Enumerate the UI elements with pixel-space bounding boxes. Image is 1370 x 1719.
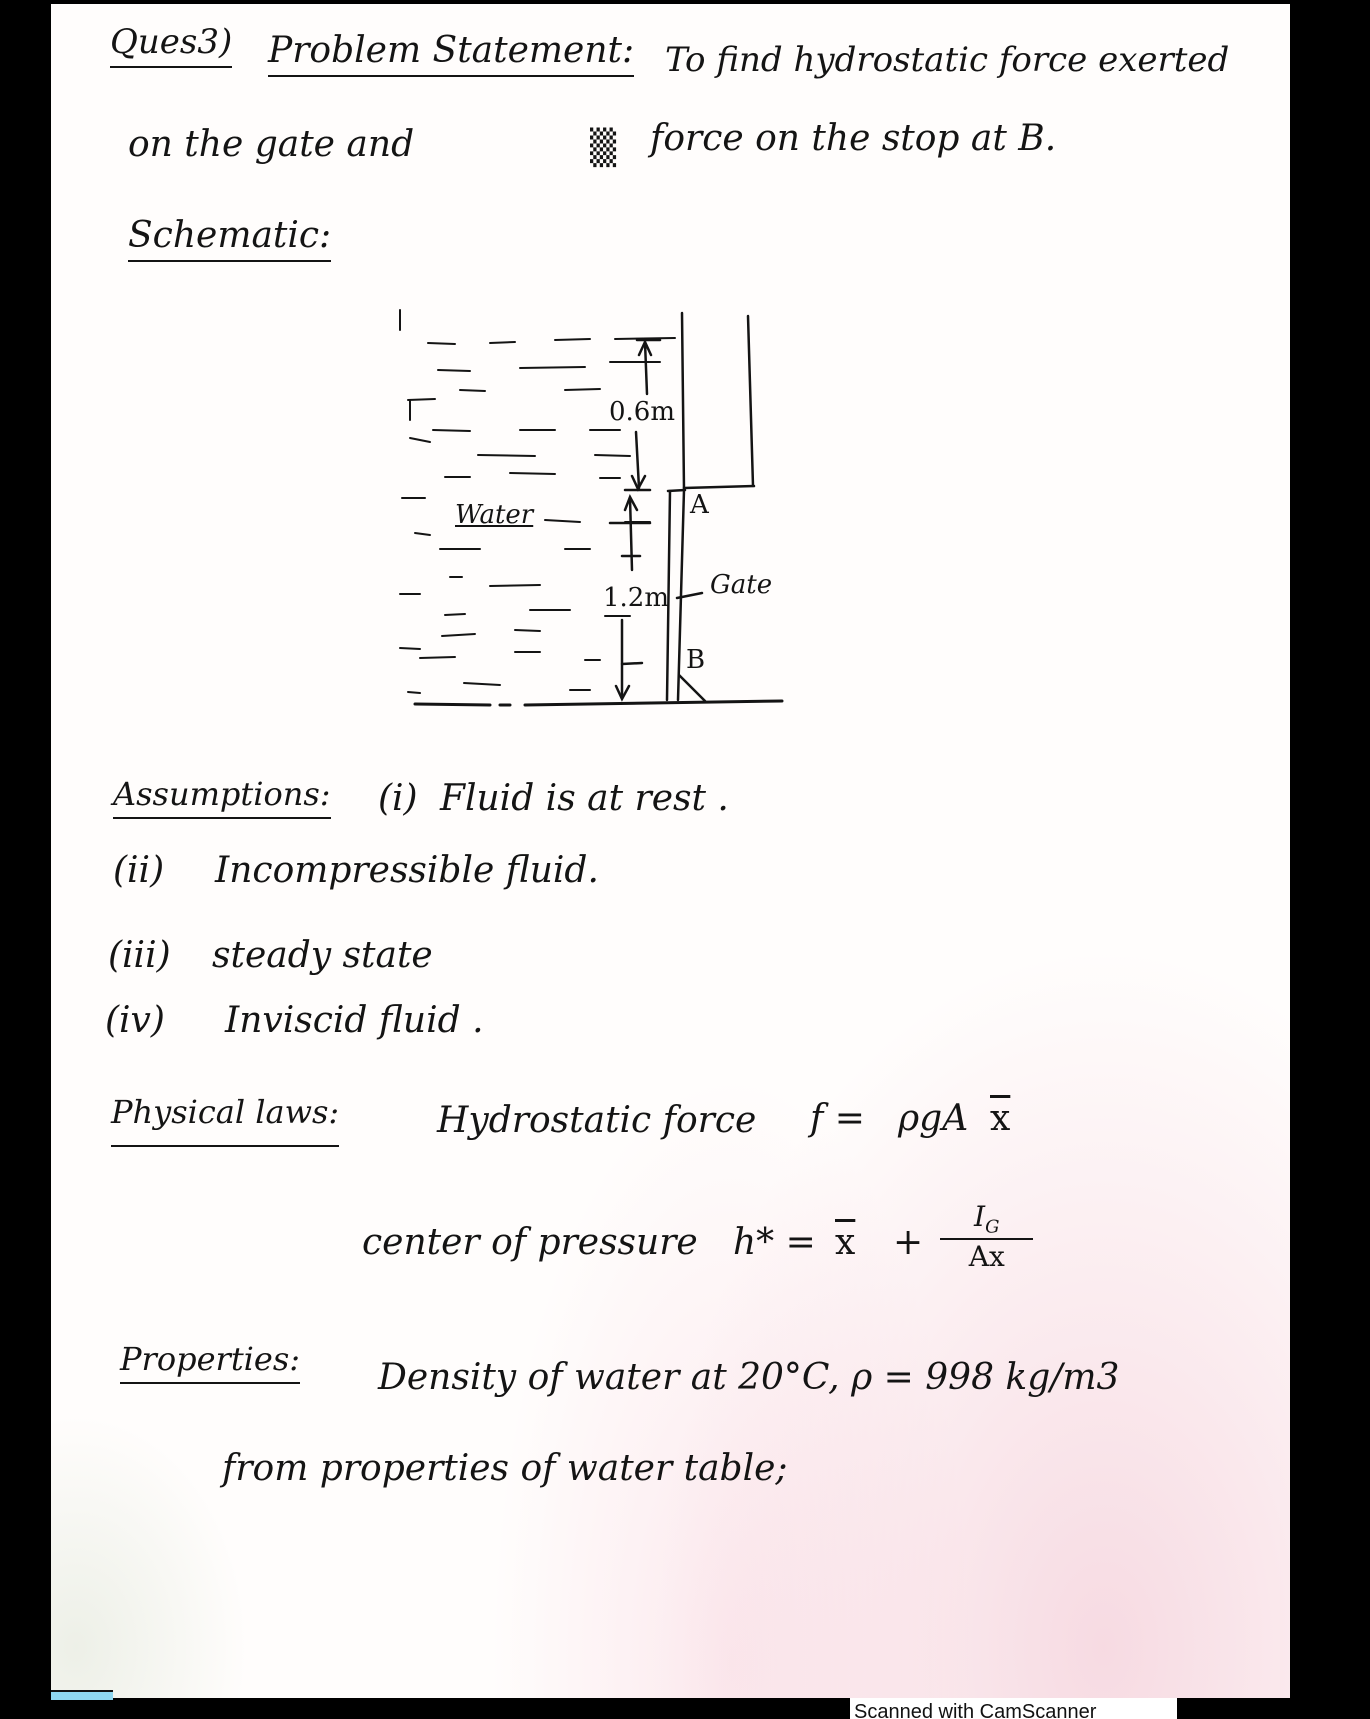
center-of-pressure-plus: + — [893, 1222, 924, 1263]
assumption-3-num: (iii) — [108, 935, 171, 976]
center-of-pressure-fraction — [940, 1200, 1033, 1273]
problem-statement-line2a: on the gate and — [128, 124, 415, 165]
label-point-b: B — [686, 645, 706, 675]
label-point-a: A — [690, 490, 709, 520]
page-edge-strip — [51, 1690, 113, 1700]
camscanner-watermark: Scanned with CamScanner — [850, 1698, 1177, 1719]
assumption-1-num: (i) — [378, 778, 418, 819]
assumption-4-text: Inviscid fluid . — [225, 1000, 484, 1041]
center-of-pressure-lhs: h* = — [733, 1222, 816, 1263]
dimension-0-6m: 0.6m — [609, 397, 676, 427]
fraction-denominator: $A\overline{x}$ — [968, 1239, 1005, 1273]
assumptions-label: Assumptions: — [113, 775, 331, 819]
assumption-4-num: (iv) — [105, 1000, 165, 1041]
physical-laws-label: Physical laws: — [111, 1093, 339, 1147]
schematic-label: Schematic: — [128, 215, 331, 262]
scribble-mark: ▒ — [590, 128, 617, 168]
question-label: Ques3) — [110, 22, 232, 68]
fraction-numerator: $I_G$ — [940, 1200, 1033, 1240]
force-law-xbar: $\overline{x}$ — [990, 1098, 1011, 1139]
label-gate: Gate — [710, 570, 773, 600]
force-law-rhs: ρgA — [898, 1098, 969, 1139]
properties-line2: from properties of water table; — [222, 1448, 788, 1489]
label-water: Water — [455, 500, 534, 530]
problem-statement-line1: To find hydrostatic force exerted — [665, 40, 1230, 80]
assumption-2-text: Incompressible fluid. — [215, 850, 599, 891]
force-law-name: Hydrostatic force — [437, 1100, 757, 1141]
force-law-lhs: f = — [810, 1098, 865, 1139]
center-of-pressure-xbar: $\overline{x}$ — [835, 1222, 856, 1263]
center-of-pressure-name: center of pressure — [362, 1222, 698, 1263]
assumption-2-num: (ii) — [113, 850, 165, 891]
properties-line1: Density of water at 20°C, ρ = 998 kg/m3 — [378, 1357, 1120, 1398]
problem-statement-label: Problem Statement: — [268, 30, 634, 77]
assumption-1-text: Fluid is at rest . — [440, 778, 729, 819]
properties-label: Properties: — [120, 1340, 300, 1384]
dimension-1-2m: 1.2m — [603, 583, 670, 613]
problem-statement-line2b: force on the stop at B. — [650, 118, 1057, 159]
assumption-3-text: steady state — [212, 935, 433, 976]
